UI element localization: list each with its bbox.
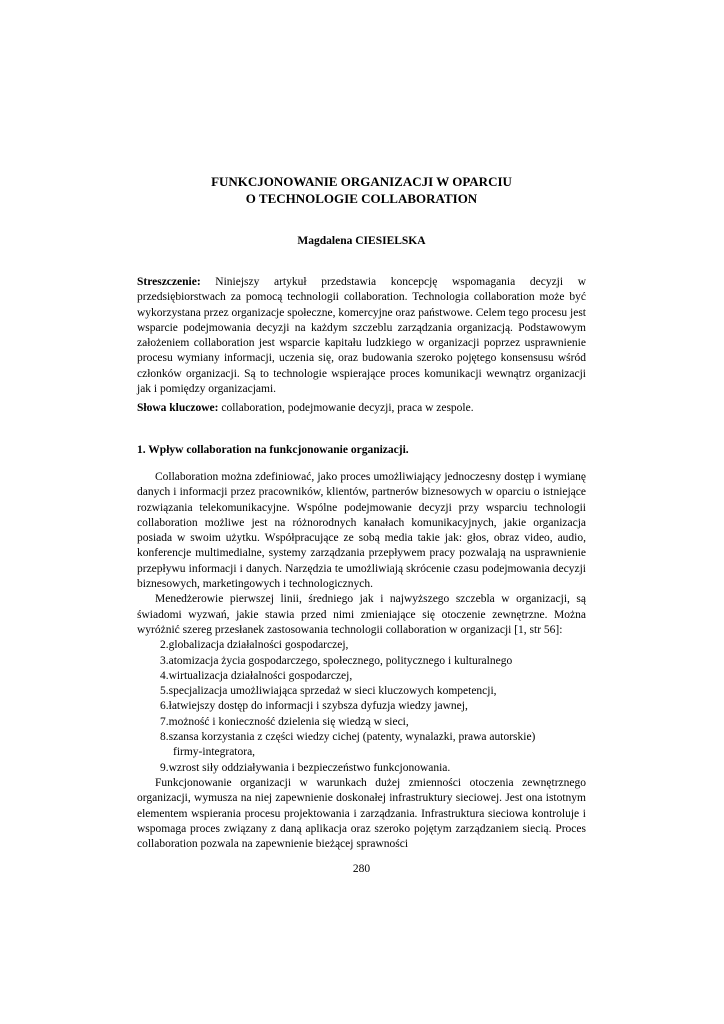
list-item-text: 7.możność i konieczność dzielenia się wiedzą w sieci,: [160, 715, 409, 728]
abstract-text: Niniejszy artykuł przedstawia koncepcję wspomagania decyzji w przedsiębiorstwach za pomocą technologii collaboration. Technologia collaboration może być wykorzystana przez organizacje społeczne, komercyjne oraz państwowe. Celem tego procesu jest wsparcie podejmowania decyzji na każdym szczeblu zarządzania organizacją. Podstawowym założeniem collaboration jest wsparcie kapitału ludzkiego w organizacji poprzez usprawnienie procesu wymiany informacji, uczenia się, oraz budowania szeroko pojętego konsensusu wśród członków organizacji. Są to technologie wspierające proces komunikacji wewnątrz organizacji jak i pomiędzy organizacjami.: [137, 276, 587, 396]
list-item: [137, 638, 586, 653]
list-item: [137, 715, 586, 730]
premises-list: [137, 638, 586, 776]
list-item: [137, 684, 586, 699]
list-item: [137, 654, 586, 669]
list-item-continuation: firmy-integratora,: [173, 746, 256, 759]
section-heading: 1. Wpływ collaboration na funkcjonowanie organizacji.: [137, 444, 409, 456]
list-item-text: 8.szansa korzystania z części wiedzy cichej (patenty, wynalazki, prawa autorskie): [160, 731, 536, 744]
paper-title: [137, 173, 586, 207]
list-item-text: 5.specjalizacja umożliwiająca sprzedaż w sieci kluczowych kompetencji,: [160, 685, 497, 698]
abstract-label: Streszczenie:: [137, 276, 201, 288]
abstract: [137, 275, 586, 397]
list-item: [137, 669, 586, 684]
list-item: [137, 730, 586, 761]
keywords-text: collaboration, podejmowanie decyzji, praca w zespole.: [221, 402, 474, 414]
paragraph-3: Funkcjonowanie organizacji w warunkach dużej zmienności otoczenia zewnętrznego organizacji, wymusza na niej zapewnienie doskonałej infrastruktury sieciowej. Jest ona istotnym elementem wspierania procesu projektowania i zarządzania. Infrastruktura sieciowa kontroluje i wspomaga proces związany z daną aplikacja oraz szeroko pojętym zarządzaniem siecią. Proces collaboration pozwala na zapewnienie bieżącej sprawności: [137, 776, 586, 851]
title-line-1: FUNKCJONOWANIE ORGANIZACJI W OPARCIU: [211, 174, 512, 189]
title-line-2: O TECHNOLOGIE COLLABORATION: [245, 191, 478, 206]
page-number: 280: [352, 863, 371, 875]
list-item-text: 9.wzrost siły oddziaływania i bezpieczeństwo funkcjonowania.: [160, 761, 451, 774]
list-item-text: 2.globalizacja działalności gospodarczej,: [160, 639, 349, 652]
list-item: [137, 699, 586, 714]
keywords: [137, 401, 586, 416]
paragraph-2: Menedżerowie pierwszej linii, średniego jak i najwyższego szczebla w organizacji, są świadomi wyzwań, jakie stawia przed nimi zmieniające się otoczenie zewnętrzne. Można wyróżnić szereg przesłanek zastosowania technologii collaboration w organizacji [1, str 56]:: [137, 593, 586, 636]
section-body: [137, 470, 586, 852]
paragraph-1: Collaboration można zdefiniować, jako proces umożliwiający jednoczesny dostęp i wymianę danych i informacji przez pracowników, klientów, partnerów biznesowych w oparciu o istniejące rozwiązania telekomunikacyjne. Wspólne podejmowanie decyzji przy wsparciu technologii collaboration możliwe jest na różnorodnych kanałach komunikacyjnych, jakie organizacja posiada w swoim użytku. Współpracujące ze sobą media takie jak: głos, obraz video, audio, konferencje multimedialne, systemy zarządzania przepływem pracy pozwalają na usprawnienie przepływu informacji i danych. Narzędzia te umożliwiają skrócenie czasu podejmowania decyzji biznesowych, marketingowych i technologicznych.: [137, 471, 586, 591]
list-item-text: 3.atomizacja życia gospodarczego, społecznego, politycznego i kulturalnego: [160, 654, 513, 667]
keywords-label: Słowa kluczowe:: [137, 402, 219, 414]
list-item-text: 4.wirtualizacja działalności gospodarczej,: [160, 669, 353, 682]
list-item-text: 6.łatwiejszy dostęp do informacji i szybsza dyfuzja wiedzy jawnej,: [160, 700, 468, 713]
list-item: [137, 761, 586, 776]
author-name: Magdalena CIESIELSKA: [297, 235, 426, 247]
